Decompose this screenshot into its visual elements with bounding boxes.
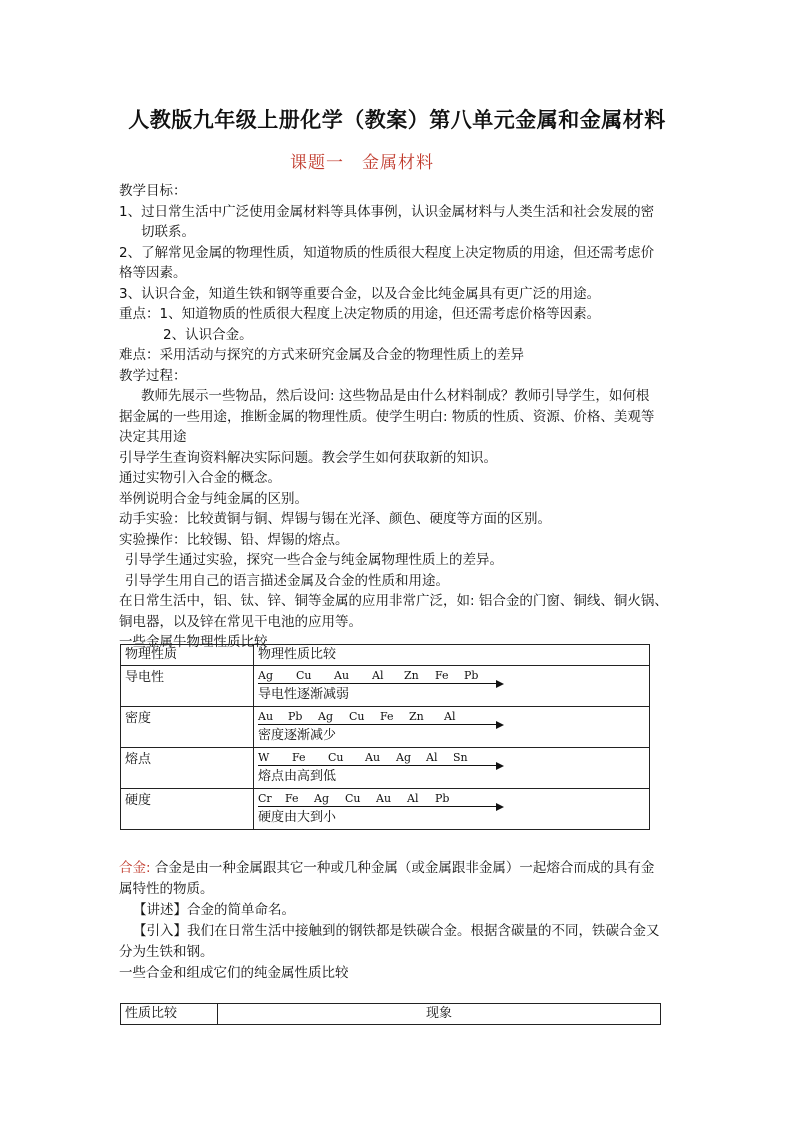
table-header-row [121, 1004, 661, 1025]
process-line: 引导学生通过实验，探究一些合金与纯金属物理性质上的差异。 [125, 552, 503, 568]
element-symbol: Sn [453, 751, 468, 764]
process-line: 在日常生活中，铝、钛、锌、铜等金属的应用非常广泛，如: 铝合金的门窗、铜线、铜火锅、 [119, 593, 668, 609]
alloy-definition-line [119, 858, 679, 879]
element-symbol: Al [444, 710, 456, 723]
element-symbol: Fe [285, 792, 299, 805]
process-line: 铜电器，以及锌在常见干电池的应用等。 [119, 613, 362, 630]
property-comparison [254, 789, 650, 830]
goal-line: 格等因素。 [119, 265, 187, 281]
trend-text: 硬度由大到小 [258, 810, 337, 825]
element-symbol: Pb [288, 710, 303, 723]
element-symbol: Zn [404, 669, 419, 682]
alloy-section [119, 858, 679, 984]
goal-line: 3、认识合金，知道生铁和钢等重要合金，以及合金比纯金属具有更广泛的用途。 [119, 285, 601, 302]
difficulty-line: 难点：采用活动与探究的方式来研究金属及合金的物理性质上的差异 [119, 347, 524, 363]
alloy-comparison-table [120, 1003, 661, 1025]
element-symbol: Au [376, 792, 392, 805]
table-row [121, 789, 650, 830]
element-symbol: Ag [318, 710, 333, 723]
element-symbol: Zn [409, 710, 424, 723]
process-line: 通过实物引入合金的概念。 [119, 470, 281, 486]
element-symbol: Pb [435, 792, 450, 805]
table-caption: 一些金属牛物理性质比较 [119, 634, 268, 650]
lesson-subtitle: 课题一 金属材料 [290, 153, 434, 173]
process-line: 引导学生用自己的语言描述金属及合金的性质和用途。 [125, 572, 449, 589]
process-line: 实验操作：比较锡、铅、焊锡的熔点。 [119, 531, 349, 548]
goal-line: 2、了解常见金属的物理性质，知道物质的性质很大程度上决定物质的用途，但还需考虑价 [119, 244, 655, 261]
table-row [121, 748, 650, 789]
trend-text: 导电性逐渐减弱 [258, 687, 350, 702]
element-symbol: Pb [464, 669, 479, 682]
element-symbol: Au [334, 669, 350, 682]
element-symbol: Fe [292, 751, 306, 764]
header-cell: 物理性质 [121, 645, 254, 666]
table-row [121, 707, 650, 748]
element-symbol: Al [372, 669, 384, 682]
element-symbol: Cu [345, 792, 361, 805]
element-symbol: Cr [258, 792, 272, 805]
property-name: 导电性 [121, 666, 254, 707]
element-symbol: Cu [349, 710, 365, 723]
process-line: 动手实验：比较黄铜与铜、焊锡与锡在光泽、颜色、硬度等方面的区别。 [119, 511, 551, 527]
process-line: 举例说明合金与纯金属的区别。 [119, 490, 308, 507]
header-cell: 性质比较 [121, 1004, 218, 1025]
trend-text: 密度逐渐减少 [258, 728, 337, 743]
element-symbol: Al [407, 792, 419, 805]
metal-properties-table [120, 644, 650, 830]
property-comparison [254, 707, 650, 748]
property-name: 熔点 [121, 748, 254, 789]
intro-line: 【引入】我们在日常生活中接触到的钢铁都是铁碳合金。根据含碳量的不同，铁碳合金又 [133, 923, 660, 939]
key-point-line: 2、认识合金。 [163, 326, 253, 343]
element-symbol: Cu [328, 751, 344, 764]
process-line: 引导学生查询资料解决实际问题。教会学生如何获取新的知识。 [119, 449, 497, 466]
header-cell: 现象 [218, 1004, 661, 1025]
table-header-row [121, 645, 650, 666]
alloy-definition: 合金是由一种金属跟其它一种或几种金属（或金属跟非金属）一起熔合而成的具有金 [150, 860, 655, 876]
property-name: 密度 [121, 707, 254, 748]
element-symbol: Ag [258, 669, 273, 682]
element-symbol: Au [258, 710, 274, 723]
intro-line-cont: 分为生铁和钢。 [119, 944, 214, 960]
header-cell: 物理性质比较 [254, 645, 650, 666]
lecture-line: 【讲述】合金的简单命名。 [133, 902, 295, 918]
process-line: 决定其用途 [119, 429, 187, 445]
goals-heading: 教学目标： [119, 183, 187, 199]
element-symbol: W [258, 751, 270, 764]
element-symbol: Ag [396, 751, 411, 764]
alloy-label: 合金: [119, 860, 151, 876]
document-title: 人教版九年级上册化学（教案）第八单元金属和金属材料 [128, 107, 666, 132]
goal-line: 切联系。 [141, 224, 195, 240]
key-point-line: 重点：1、知道物质的性质很大程度上决定物质的用途，但还需考虑价格等因素。 [119, 306, 601, 322]
table-row [121, 666, 650, 707]
alloy-definition-cont: 属特性的物质。 [119, 881, 214, 897]
property-comparison [254, 748, 650, 789]
trend-text: 熔点由高到低 [258, 769, 337, 784]
element-symbol: Ag [314, 792, 329, 805]
property-comparison [254, 666, 650, 707]
element-symbol: Fe [380, 710, 394, 723]
table-caption: 一些合金和组成它们的纯金属性质比较 [119, 965, 349, 981]
element-symbol: Cu [296, 669, 312, 682]
property-name: 硬度 [121, 789, 254, 830]
element-symbol: Fe [435, 669, 449, 682]
process-heading: 教学过程： [119, 367, 187, 384]
goal-line: 1、过日常生活中广泛使用金属材料等具体事例，认识金属材料与人类生活和社会发展的密 [119, 203, 655, 220]
element-symbol: Au [365, 751, 381, 764]
element-symbol: Al [426, 751, 438, 764]
process-line: 据金属的一些用途，推断金属的物理性质。使学生明白: 物质的性质、资源、价格、美观等 [119, 408, 655, 425]
goals-section [119, 181, 679, 653]
process-line: 教师先展示一些物品，然后设问: 这些物品是由什么材料制成？教师引导学生，如何根 [141, 388, 650, 404]
